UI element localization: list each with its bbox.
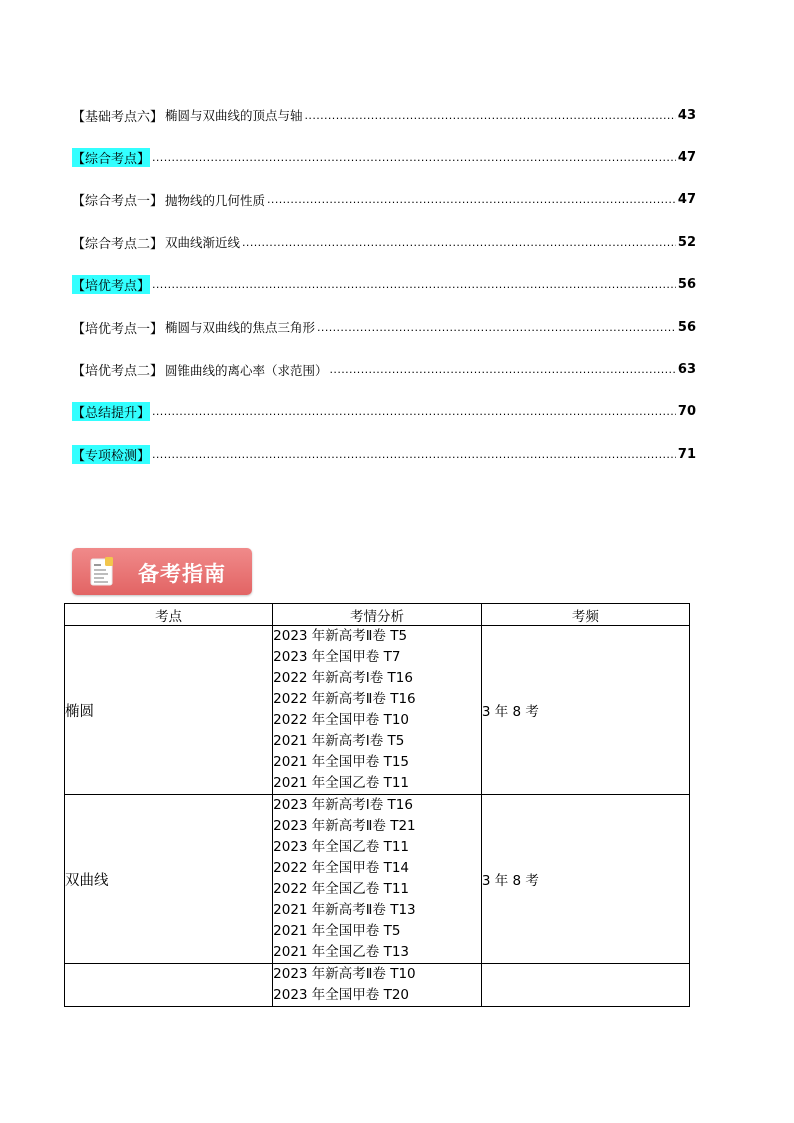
toc-entry[interactable]	[72, 94, 696, 136]
toc-entry[interactable]	[72, 391, 696, 433]
toc-title: 双曲线渐近线	[165, 235, 241, 251]
exam-item: 2022 年全国乙卷 T11	[273, 881, 410, 897]
toc-label: 【综合考点二】	[72, 236, 164, 252]
toc-page-number: 70	[677, 404, 696, 420]
exam-item: 2022 年新高考Ⅱ卷 T16	[273, 691, 416, 707]
exam-item: 2023 年新高考Ⅱ卷 T10	[273, 966, 416, 982]
toc-label: 【综合考点】	[72, 148, 150, 167]
toc-label: 【总结提升】	[72, 402, 150, 421]
toc-leader	[317, 322, 676, 333]
exam-item: 2021 年新高考Ⅱ卷 T13	[273, 902, 416, 918]
column-header-analysis: 考情分析	[273, 604, 482, 626]
toc-entry[interactable]	[72, 433, 696, 475]
exam-item: 2023 年全国甲卷 T20	[273, 987, 410, 1003]
toc-leader	[152, 152, 676, 163]
toc-leader	[330, 364, 676, 375]
exam-item: 2022 年全国甲卷 T10	[273, 712, 410, 728]
exam-item: 2021 年全国乙卷 T11	[273, 775, 410, 791]
table-row	[65, 795, 690, 964]
toc-page-number: 56	[677, 277, 696, 293]
exam-item: 2023 年新高考Ⅱ卷 T5	[273, 628, 408, 644]
toc-entry[interactable]	[72, 264, 696, 306]
toc-leader	[267, 194, 676, 205]
toc-title: 椭圆与双曲线的顶点与轴	[165, 108, 303, 124]
toc-leader	[152, 406, 676, 417]
topic-cell: 双曲线	[65, 795, 273, 964]
banner-title: 备考指南	[138, 562, 226, 586]
toc-label: 【培优考点】	[72, 275, 150, 294]
toc-entry[interactable]	[72, 348, 696, 390]
toc-leader	[242, 237, 676, 248]
frequency-cell: 3 年 8 考	[481, 795, 689, 964]
exam-item: 2021 年全国甲卷 T5	[273, 923, 401, 939]
document-icon	[90, 557, 115, 587]
column-header-frequency: 考频	[481, 604, 689, 626]
table-row	[65, 626, 690, 795]
toc-page-number: 56	[677, 319, 696, 335]
toc-label: 【综合考点一】	[72, 194, 164, 210]
toc-entry[interactable]	[72, 306, 696, 348]
table-row	[65, 964, 690, 1007]
toc-entry[interactable]	[72, 136, 696, 178]
toc-leader	[305, 110, 676, 121]
toc-page-number: 47	[677, 150, 696, 166]
toc-title: 圆锥曲线的离心率（求范围）	[165, 362, 328, 378]
toc-label: 【专项检测】	[72, 445, 150, 464]
toc-page-number: 63	[677, 362, 696, 378]
table-header-row	[65, 604, 690, 626]
toc-page-number: 43	[677, 107, 696, 123]
toc-leader	[152, 449, 676, 460]
exam-item: 2023 年新高考Ⅱ卷 T21	[273, 818, 416, 834]
section-banner	[72, 548, 252, 595]
exam-item: 2022 年全国甲卷 T14	[273, 860, 410, 876]
toc-entry[interactable]	[72, 221, 696, 263]
exam-item: 2021 年全国乙卷 T13	[273, 944, 410, 960]
column-header-topic: 考点	[65, 604, 273, 626]
toc-title: 椭圆与双曲线的焦点三角形	[165, 320, 316, 336]
topic-cell	[65, 964, 273, 1007]
exam-item: 2021 年全国甲卷 T15	[273, 754, 410, 770]
exam-list-cell	[273, 626, 482, 795]
toc-page-number: 71	[677, 446, 696, 462]
toc-label: 【培优考点二】	[72, 364, 164, 380]
toc-entry[interactable]	[72, 179, 696, 221]
frequency-cell: 3 年 8 考	[481, 626, 689, 795]
frequency-cell	[481, 964, 689, 1007]
topic-cell: 椭圆	[65, 626, 273, 795]
exam-item: 2023 年新高考Ⅰ卷 T16	[273, 797, 413, 813]
table-of-contents	[72, 94, 696, 476]
exam-item: 2021 年新高考Ⅰ卷 T5	[273, 733, 405, 749]
toc-page-number: 47	[677, 192, 696, 208]
toc-label: 【培优考点一】	[72, 321, 164, 337]
exam-list-cell	[273, 964, 482, 1007]
exam-item: 2023 年全国乙卷 T11	[273, 839, 410, 855]
exam-list-cell	[273, 795, 482, 964]
exam-item: 2022 年新高考Ⅰ卷 T16	[273, 670, 413, 686]
toc-label: 【基础考点六】	[72, 109, 164, 125]
toc-page-number: 52	[677, 234, 696, 250]
exam-item: 2023 年全国甲卷 T7	[273, 649, 401, 665]
toc-title: 抛物线的几何性质	[165, 192, 266, 208]
toc-leader	[152, 279, 676, 290]
exam-guide-table	[64, 603, 690, 1007]
